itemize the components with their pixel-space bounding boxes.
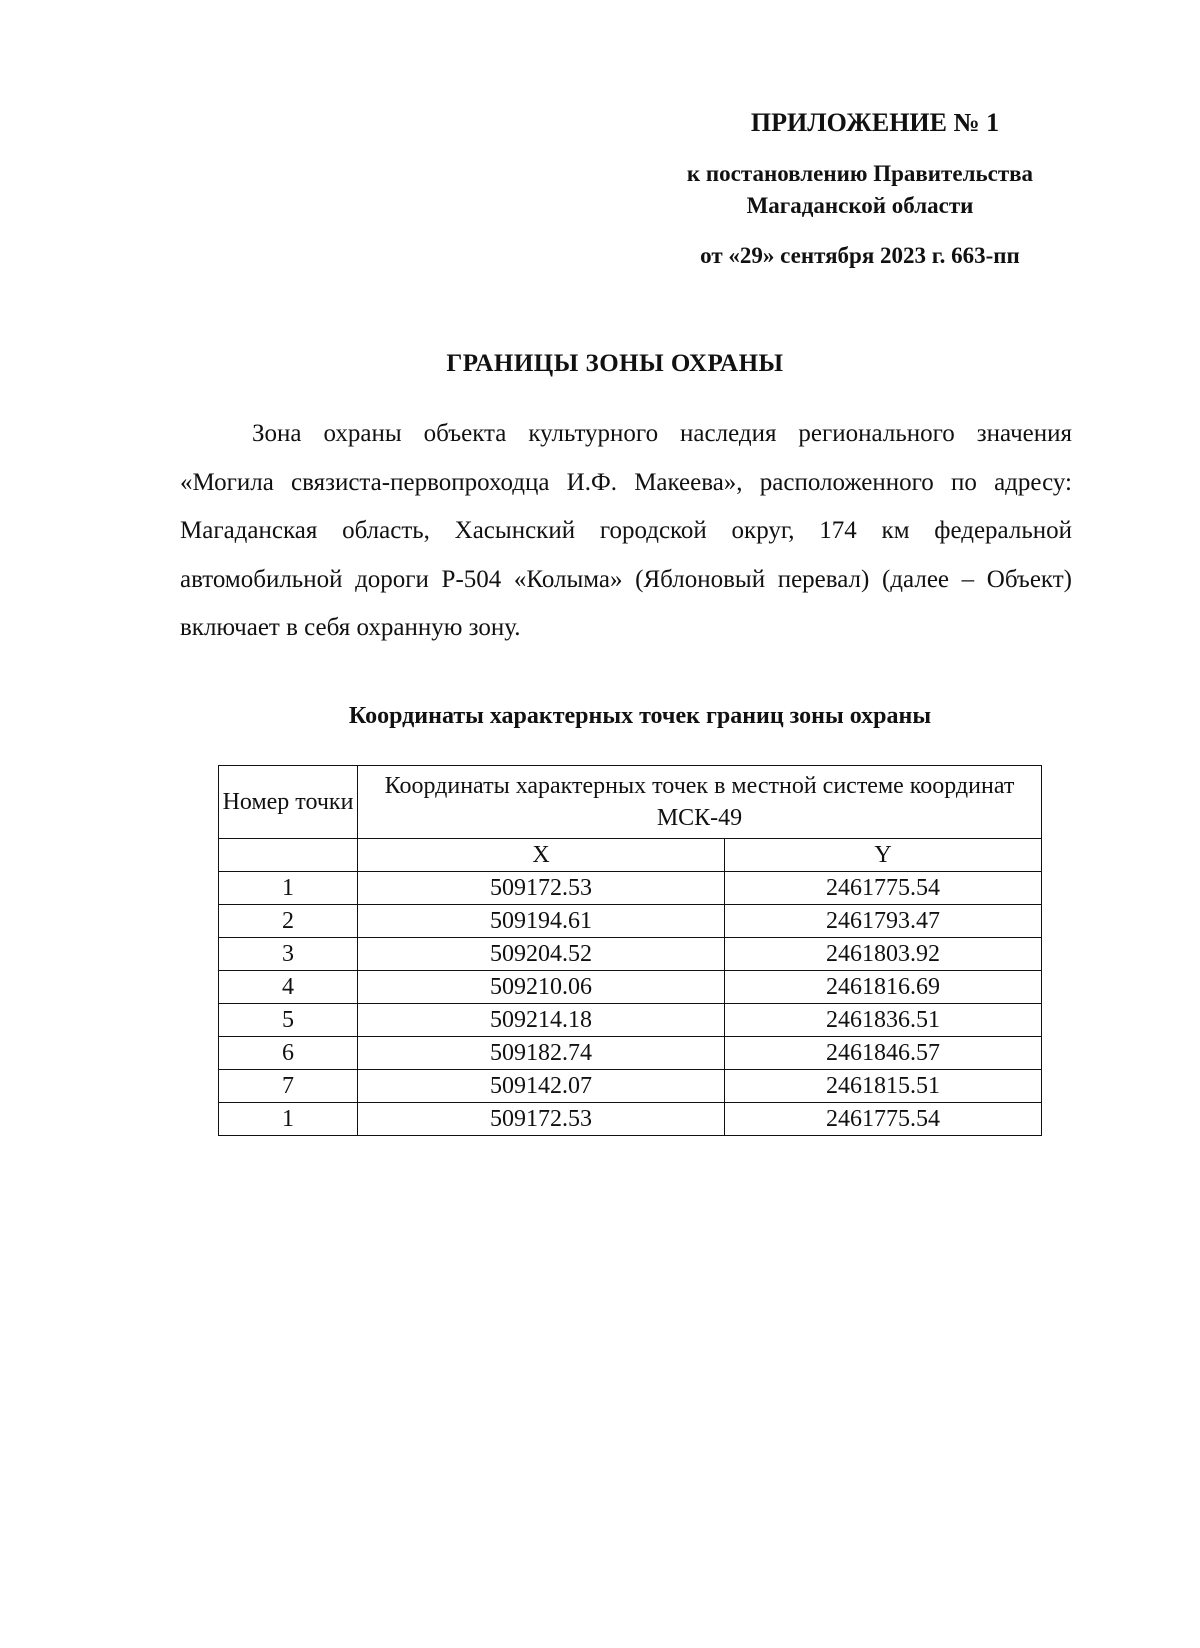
cell-point-number: 7 — [219, 1070, 358, 1103]
table-row — [219, 1004, 1042, 1037]
table-row — [219, 971, 1042, 1004]
cell-y: 2461815.51 — [725, 1070, 1042, 1103]
cell-x: 509172.53 — [358, 872, 725, 905]
appendix-line-1: к постановлению Правительства — [686, 161, 1034, 186]
table-row — [219, 1037, 1042, 1070]
header-point-number: Номер точки — [219, 766, 358, 839]
header-x: X — [358, 839, 725, 872]
cell-y: 2461793.47 — [725, 905, 1042, 938]
cell-y: 2461846.57 — [725, 1037, 1042, 1070]
cell-point-number: 4 — [219, 971, 358, 1004]
cell-point-number: 1 — [219, 872, 358, 905]
coordinates-table — [218, 765, 1042, 1136]
cell-x: 509214.18 — [358, 1004, 725, 1037]
table-row — [219, 905, 1042, 938]
table-row — [219, 1103, 1042, 1136]
table-subheader-row — [219, 839, 1042, 872]
cell-point-number: 1 — [219, 1103, 358, 1136]
appendix-line-2: Магаданской области — [746, 193, 974, 218]
cell-y: 2461775.54 — [725, 1103, 1042, 1136]
cell-y: 2461816.69 — [725, 971, 1042, 1004]
page-heading: ГРАНИЦЫ ЗОНЫ ОХРАНЫ — [446, 350, 784, 377]
cell-y: 2461836.51 — [725, 1004, 1042, 1037]
cell-point-number: 5 — [219, 1004, 358, 1037]
table-row — [219, 1070, 1042, 1103]
cell-point-number: 6 — [219, 1037, 358, 1070]
cell-x: 509210.06 — [358, 971, 725, 1004]
cell-x: 509172.53 — [358, 1103, 725, 1136]
cell-y: 2461775.54 — [725, 872, 1042, 905]
cell-x: 509182.74 — [358, 1037, 725, 1070]
appendix-date: от «29» сентября 2023 г. 663-пп — [700, 243, 1020, 268]
header-y: Y — [725, 839, 1042, 872]
cell-x: 509142.07 — [358, 1070, 725, 1103]
appendix-title: ПРИЛОЖЕНИЕ № 1 — [750, 108, 1000, 137]
table-caption: Координаты характерных точек границ зоны охраны — [348, 703, 932, 729]
cell-y: 2461803.92 — [725, 938, 1042, 971]
cell-x: 509204.52 — [358, 938, 725, 971]
cell-x: 509194.61 — [358, 905, 725, 938]
cell-point-number: 3 — [219, 938, 358, 971]
cell-point-number: 2 — [219, 905, 358, 938]
table-header-row — [219, 766, 1042, 839]
table-row — [219, 872, 1042, 905]
header-coordinates: Координаты характерных точек в местной системе координат МСК-49 — [358, 766, 1042, 839]
header-empty-cell — [219, 839, 358, 872]
body-paragraph: Зона охраны объекта культурного наследия регионального значения «Могила связиста-первопроходца И.Ф. Макеева», расположенного по адресу: Магаданская область, Хасынский городской округ, 174 км федеральной автомобильной дороги Р-504 «Колыма» (Яблоновый перевал) (далее – Объект) включает в себя охранную зону. — [180, 420, 1072, 641]
appendix-block — [600, 108, 1120, 272]
table-row — [219, 938, 1042, 971]
